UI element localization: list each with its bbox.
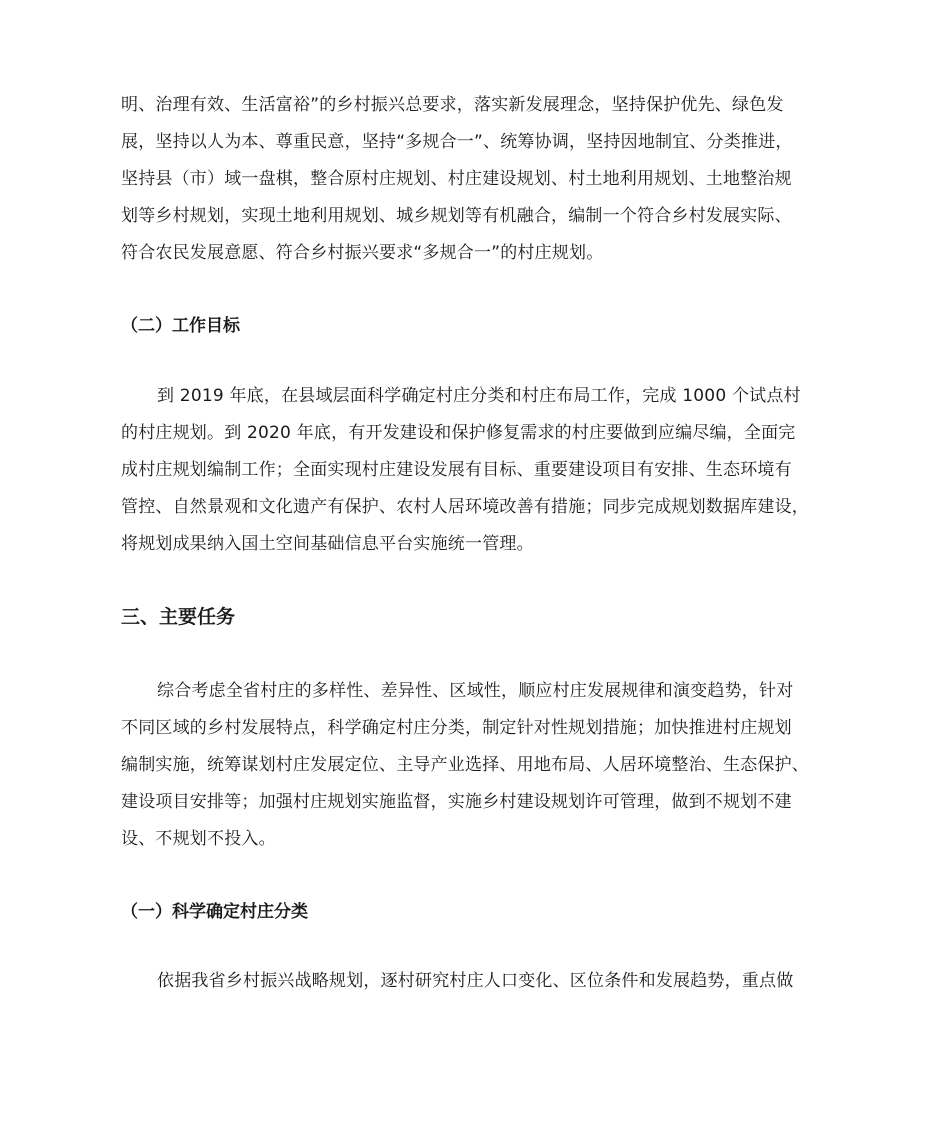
work-goals-paragraph xyxy=(121,378,833,563)
paragraph-line: 成村庄规划编制工作；全面实现村庄建设发展有目标、重要建设项目有安排、生态环境有 xyxy=(121,460,792,480)
paragraph-line: 管控、自然景观和文化遗产有保护、农村人居环境改善有措施；同步完成规划数据库建设， xyxy=(121,497,809,517)
paragraph-line: 依据我省乡村振兴战略规划，逐村研究村庄人口变化、区位条件和发展趋势，重点做 xyxy=(157,971,794,991)
paragraph-line: 的村庄规划。到 2020 年底，有开发建设和保护修复需求的村庄要做到应编尽编，全面完 xyxy=(121,423,796,443)
paragraph-line: 展，坚持以人为本、尊重民意，坚持“多规合一”、统筹协调，坚持因地制宜、分类推进， xyxy=(121,132,793,152)
paragraph-line: 编制实施，统筹谋划村庄发展定位、主导产业选择、用地布局、人居环境整治、生态保护、 xyxy=(121,755,809,775)
intro-paragraph xyxy=(121,87,833,272)
section-heading-classification: （一）科学确定村庄分类 xyxy=(121,902,308,922)
paragraph-line: 设、不规划不投入。 xyxy=(121,829,276,849)
paragraph-line: 坚持县（市）域一盘棋，整合原村庄规划、村庄建设规划、村土地利用规划、土地整治规 xyxy=(121,169,792,189)
main-tasks-paragraph xyxy=(121,673,833,858)
paragraph-line: 划等乡村规划，实现土地利用规划、城乡规划等有机融合，编制一个符合乡村发展实际、 xyxy=(121,206,792,226)
paragraph-line: 明、治理有效、生活富裕”的乡村振兴总要求，落实新发展理念，坚持保护优先、绿色发 xyxy=(121,95,784,115)
section-heading-main-tasks: 三、主要任务 xyxy=(121,606,236,628)
paragraph-line: 建设项目安排等；加强村庄规划实施监督，实施乡村建设规划许可管理，做到不规划不建 xyxy=(121,792,792,812)
paragraph-line: 不同区域的乡村发展特点，科学确定村庄分类，制定针对性规划措施；加快推进村庄规划 xyxy=(121,718,792,738)
paragraph-line: 综合考虑全省村庄的多样性、差异性、区域性，顺应村庄发展规律和演变趋势，针对 xyxy=(157,681,794,701)
paragraph-line: 符合农民发展意愿、符合乡村振兴要求“多规合一”的村庄规划。 xyxy=(121,243,604,263)
classification-paragraph xyxy=(121,963,833,1000)
paragraph-line: 到 2019 年底，在县域层面科学确定村庄分类和村庄布局工作，完成 1000 个试点村 xyxy=(157,386,801,406)
paragraph-line: 将规划成果纳入国土空间基础信息平台实施统一管理。 xyxy=(121,534,534,554)
section-heading-work-goals: （二）工作目标 xyxy=(121,316,240,336)
